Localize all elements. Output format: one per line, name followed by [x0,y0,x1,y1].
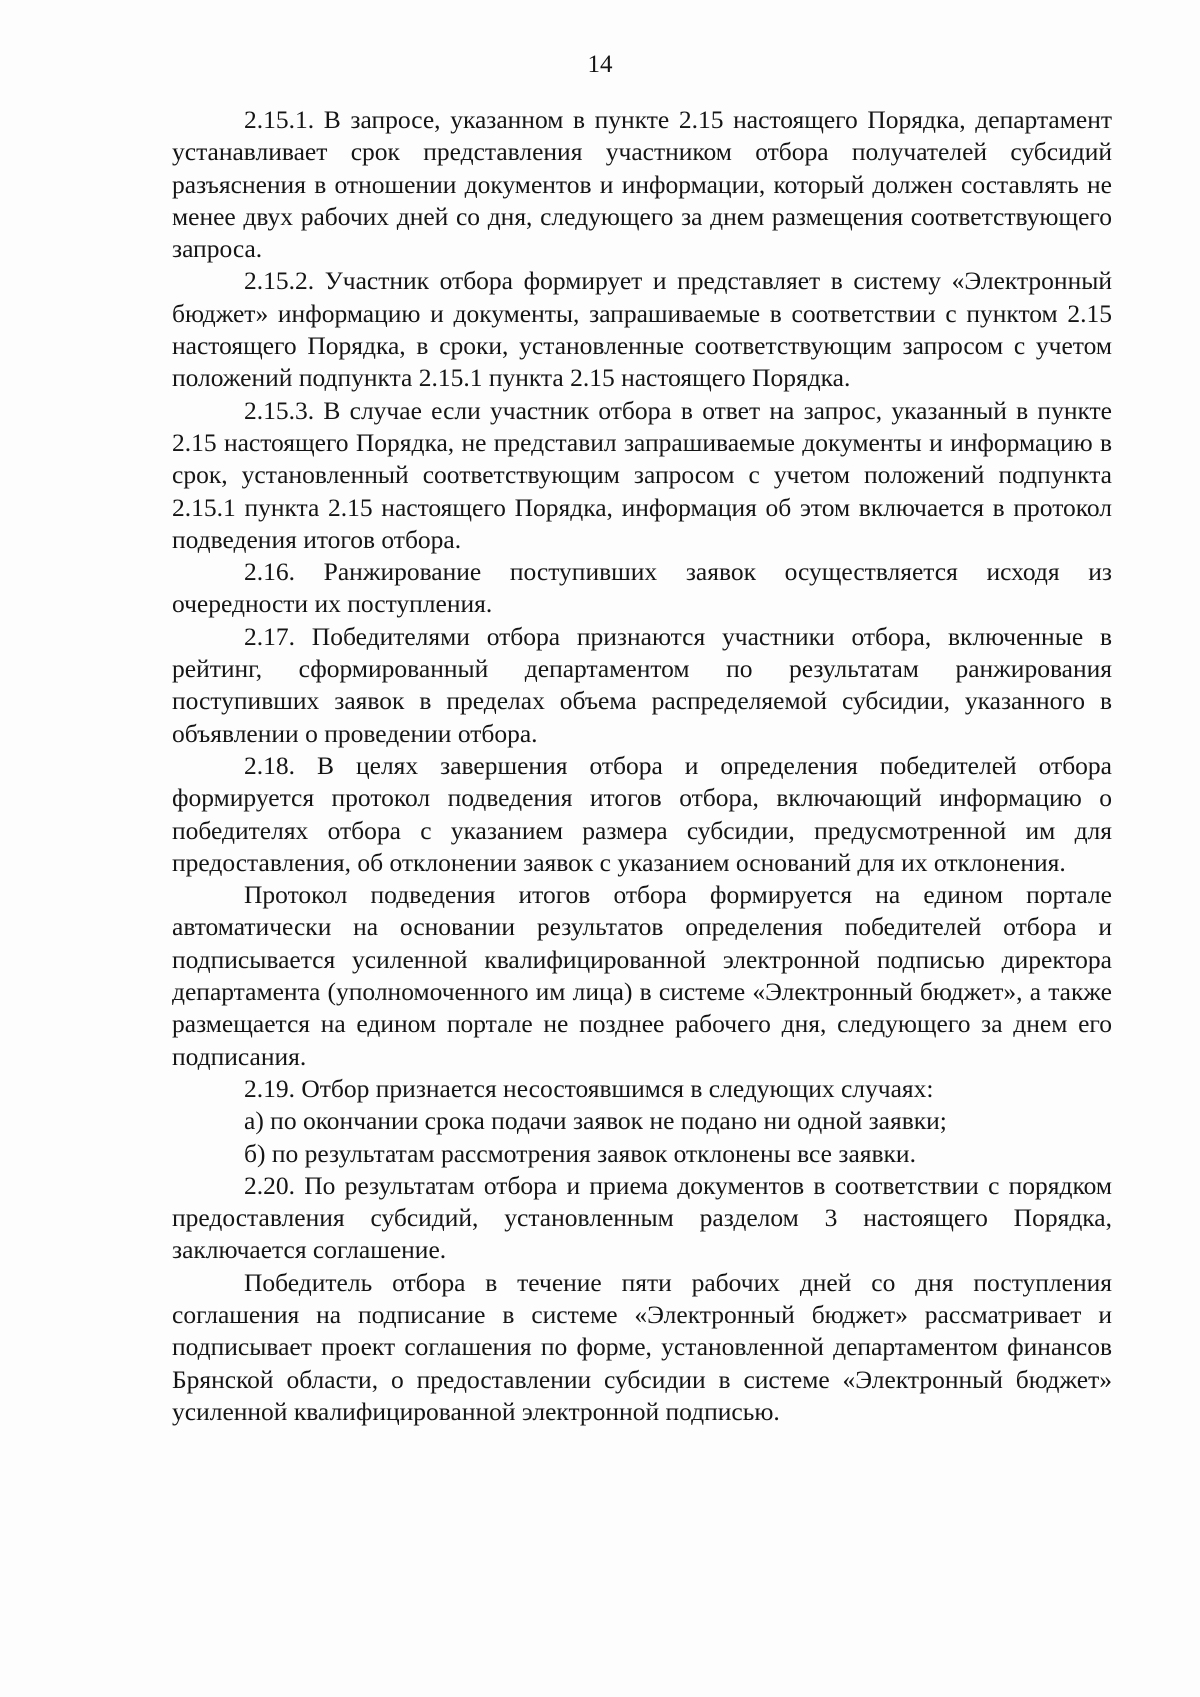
paragraph-2-15-3: 2.15.3. В случае если участник отбора в ответ на запрос, указанный в пункте 2.15 настоящего Порядка, не представил запрашиваемые документы и информацию в срок, установленный соответствующим запросом с учетом положений подпункта 2.15.1 пункта 2.15 настоящего Порядка, информация об этом включается в протокол подведения итогов отбора. [172,395,1112,554]
document-body [172,104,1112,1428]
paragraph-2-15-1: 2.15.1. В запросе, указанном в пункте 2.15 настоящего Порядка, департамент устанавливает срок представления участником отбора получателей субсидий разъяснения в отношении документов и информации, который должен составлять не менее двух рабочих дней со дня, следующего за днем размещения соответствующего запроса. [172,105,1112,264]
paragraph-2-20: 2.20. По результатам отбора и приема документов в соответствии с порядком предоставления субсидий, установленным разделом 3 настоящего Порядка, заключается соглашение. [172,1170,1112,1265]
page-number: 14 [587,51,613,78]
paragraph-2-19: 2.19. Отбор признается несостоявшимся в следующих случаях: [244,1073,934,1103]
paragraph-2-17: 2.17. Победителями отбора признаются участники отбора, включенные в рейтинг, сформированный департаментом по результатам ранжирования поступивших заявок в пределах объема распределяемой субсидии, указанного в объявлении о проведении отбора. [172,621,1112,748]
list-item-b: б) по результатам рассмотрения заявок отклонены все заявки. [244,1138,916,1168]
paragraph-2-18: 2.18. В целях завершения отбора и определения победителей отбора формируется протокол подведения итогов отбора, включающий информацию о победителях отбора с указанием размера субсидии, предусмотренной им для предоставления, об отклонении заявок с указанием оснований для их отклонения. [172,750,1112,877]
paragraph-2-15-2: 2.15.2. Участник отбора формирует и представляет в систему «Электронный бюджет» информацию и документы, запрашиваемые в соответствии с пунктом 2.15 настоящего Порядка, в сроки, установленные соответствующим запросом с учетом положений подпункта 2.15.1 пункта 2.15 настоящего Порядка. [172,266,1112,393]
list-item-a: а) по окончании срока подачи заявок не подано ни одной заявки; [244,1106,947,1136]
paragraph-2-16: 2.16. Ранжирование поступивших заявок осуществляется исходя из очередности их поступления. [172,557,1112,619]
paragraph-protocol: Протокол подведения итогов отбора формируется на едином портале автоматически на основании результатов определения победителей отбора и подписывается усиленной квалифицированной электронной подписью директора департамента (уполномоченного им лица) в системе «Электронный бюджет», а также размещается на едином портале не позднее рабочего дня, следующего за днем его подписания. [172,880,1112,1071]
paragraph-winner: Победитель отбора в течение пяти рабочих дней со дня поступления соглашения на подписание в системе «Электронный бюджет» рассматривает и подписывает проект соглашения по форме, установленной департаментом финансов Брянской области, о предоставлении субсидии в системе «Электронный бюджет» усиленной квалифицированной электронной подписью. [172,1267,1112,1426]
